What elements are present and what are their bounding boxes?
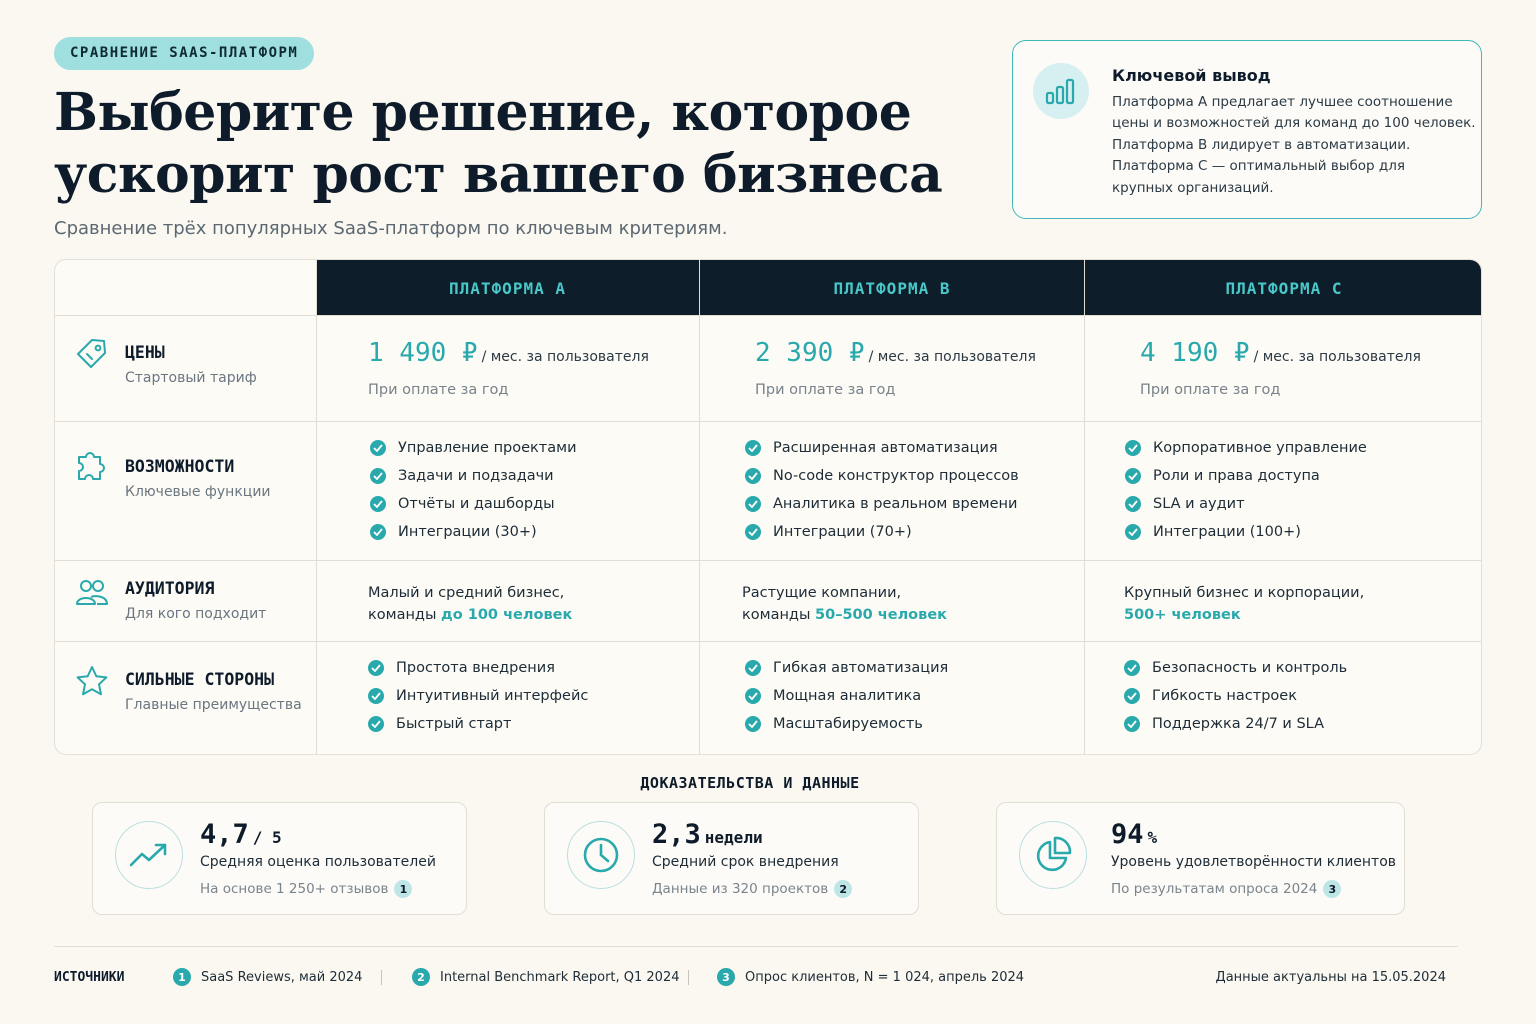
pie-chart-icon: [1019, 821, 1087, 889]
list-item: [745, 462, 1019, 490]
price-platform-b: [755, 338, 1036, 368]
list-item: [1124, 654, 1347, 682]
stat-label: Средний срок внедрения: [652, 854, 839, 870]
row-title: ЦЕНЫ: [125, 343, 165, 362]
list-item: [370, 490, 577, 518]
column-divider: [699, 260, 700, 754]
price-amount: 4 190 ₽: [1140, 338, 1250, 368]
row-label-price: [55, 316, 316, 421]
source-ref-badge: 2: [834, 880, 852, 898]
audience-text: Малый и средний бизнес,: [368, 585, 565, 601]
price-period: / мес. за пользователя: [868, 349, 1036, 365]
row-title: ВОЗМОЖНОСТИ: [125, 457, 235, 476]
title-line-1: Выберите решение, которое: [54, 82, 912, 143]
column-divider: [316, 260, 317, 754]
strengths-list-platform-b: [745, 654, 948, 738]
check-icon: [370, 468, 386, 484]
source-ref-badge: 1: [394, 880, 412, 898]
list-item: [745, 518, 1019, 546]
source-item: [717, 968, 1024, 986]
list-item: [745, 490, 1019, 518]
check-icon: [1124, 660, 1140, 676]
check-icon: [370, 524, 386, 540]
audience-highlight: 50–500 человек: [815, 607, 947, 623]
stat-value: [1111, 819, 1157, 850]
page-title: [54, 82, 954, 206]
sources-label: ИСТОЧНИКИ: [54, 970, 125, 985]
footer-divider: [54, 946, 1458, 947]
source-item: [173, 968, 362, 986]
feature-text: Интеграции (100+): [1153, 524, 1301, 540]
stat-note-text: На основе 1 250+ отзывов: [200, 881, 389, 897]
stat-card-implementation: [544, 802, 919, 915]
check-icon: [368, 688, 384, 704]
feature-text: Управление проектами: [398, 440, 577, 456]
stat-note-text: По результатам опроса 2024: [1111, 881, 1318, 897]
stat-note: [652, 880, 852, 898]
check-icon: [1124, 688, 1140, 704]
price-tag-icon: [73, 335, 111, 373]
key-insight-text: [1112, 92, 1476, 199]
strength-text: Интуитивный интерфейс: [396, 688, 589, 704]
column-header-platform-a: ПЛАТФОРМА A: [316, 260, 699, 316]
bar-chart-icon: [1033, 63, 1089, 119]
check-icon: [745, 440, 761, 456]
list-item: [1125, 462, 1367, 490]
key-insight-line: Платформа C — оптимальный выбор для: [1112, 158, 1406, 175]
feature-list-platform-b: [745, 434, 1019, 546]
key-insight-card: [1012, 40, 1482, 219]
check-icon: [745, 496, 761, 512]
price-note: При оплате за год: [1140, 382, 1281, 398]
price-note: При оплате за год: [368, 382, 509, 398]
stat-number: 4,7: [200, 819, 249, 850]
list-item: [368, 654, 588, 682]
stat-unit: недели: [704, 828, 763, 847]
key-insight-line: Платформа B лидирует в автоматизации.: [1112, 136, 1411, 153]
audience-text: команды: [368, 607, 442, 623]
list-item: [1124, 710, 1347, 738]
audience-text: Крупный бизнес и корпорации,: [1124, 585, 1365, 601]
feature-text: SLA и аудит: [1153, 496, 1245, 512]
list-item: [1125, 518, 1367, 546]
trend-up-icon: [115, 821, 183, 889]
source-number: 2: [412, 968, 430, 986]
strength-text: Простота внедрения: [396, 660, 555, 676]
list-item: [745, 710, 948, 738]
feature-text: Аналитика в реальном времени: [773, 496, 1018, 512]
list-item: [1125, 490, 1367, 518]
strengths-list-platform-a: [368, 654, 588, 738]
feature-text: Отчёты и дашборды: [398, 496, 555, 512]
feature-text: Задачи и подзадачи: [398, 468, 554, 484]
price-amount: 1 490 ₽: [368, 338, 478, 368]
check-icon: [1125, 440, 1141, 456]
source-separator: [381, 970, 382, 985]
check-icon: [1125, 468, 1141, 484]
audience-highlight: до 100 человек: [441, 607, 573, 623]
row-subtitle: Стартовый тариф: [125, 370, 257, 386]
key-insight-line: Платформа A предлагает лучшее соотношение: [1112, 94, 1453, 110]
list-item: [745, 682, 948, 710]
source-separator: [688, 970, 689, 985]
clock-icon: [567, 821, 635, 889]
check-icon: [745, 688, 761, 704]
page-subtitle: Сравнение трёх популярных SaaS-платформ по ключевым критериям.: [54, 218, 728, 239]
price-amount: 2 390 ₽: [755, 338, 865, 368]
audience-text: команды: [742, 607, 816, 623]
price-note: При оплате за год: [755, 382, 896, 398]
data-updated-date: Данные актуальны на 15.05.2024: [1215, 970, 1446, 985]
check-icon: [745, 660, 761, 676]
check-icon: [1125, 524, 1141, 540]
check-icon: [745, 524, 761, 540]
check-icon: [370, 440, 386, 456]
stat-note-text: Данные из 320 проектов: [652, 881, 829, 897]
audience-text: Растущие компании,: [742, 585, 902, 601]
source-item: [412, 968, 680, 986]
feature-text: Интеграции (70+): [773, 524, 912, 540]
row-subtitle: Ключевые функции: [125, 484, 271, 500]
row-title: СИЛЬНЫЕ СТОРОНЫ: [125, 670, 275, 689]
evidence-section-title: ДОКАЗАТЕЛЬСТВА И ДАННЫЕ: [640, 774, 860, 792]
key-insight-line: крупных организаций.: [1112, 179, 1274, 196]
comparison-table: [54, 259, 1482, 755]
check-icon: [745, 468, 761, 484]
feature-text: Интеграции (30+): [398, 524, 537, 540]
feature-list-platform-c: [1125, 434, 1367, 546]
source-text: Опрос клиентов, N = 1 024, апрель 2024: [745, 969, 1025, 985]
list-item: [745, 434, 1019, 462]
check-icon: [745, 716, 761, 732]
source-number: 3: [717, 968, 735, 986]
strengths-list-platform-c: [1124, 654, 1347, 738]
stat-number: 2,3: [652, 819, 701, 850]
strength-text: Мощная аналитика: [773, 688, 922, 704]
stat-card-rating: [92, 802, 467, 915]
feature-text: No-code конструктор процессов: [773, 468, 1019, 484]
stat-label: Средняя оценка пользователей: [200, 854, 436, 870]
users-icon: [73, 574, 111, 612]
column-header-platform-b: ПЛАТФОРМА B: [700, 260, 1084, 316]
source-text: Internal Benchmark Report, Q1 2024: [440, 969, 680, 985]
stat-card-satisfaction: [996, 802, 1405, 915]
list-item: [745, 654, 948, 682]
source-ref-badge: 3: [1323, 880, 1341, 898]
strength-text: Поддержка 24/7 и SLA: [1152, 716, 1325, 732]
strength-text: Безопасность и контроль: [1152, 660, 1348, 676]
column-divider: [1084, 260, 1085, 754]
stat-value: [652, 819, 763, 850]
row-subtitle: Главные преимущества: [125, 697, 302, 713]
feature-text: Расширенная автоматизация: [773, 440, 998, 456]
source-text: SaaS Reviews, май 2024: [201, 969, 363, 985]
key-insight-line: цены и возможностей для команд до 100 человек.: [1112, 115, 1476, 132]
puzzle-icon: [73, 447, 111, 485]
stat-note: [1111, 880, 1341, 898]
price-period: / мес. за пользователя: [481, 349, 649, 365]
stat-unit: %: [1147, 828, 1158, 847]
check-icon: [368, 660, 384, 676]
source-number: 1: [173, 968, 191, 986]
price-platform-c: [1140, 338, 1421, 368]
row-label-strengths: [55, 642, 316, 755]
stat-number: 94: [1111, 819, 1144, 850]
list-item: [370, 434, 577, 462]
row-label-features: [55, 422, 316, 560]
star-icon: [73, 663, 111, 701]
check-icon: [368, 716, 384, 732]
check-icon: [1124, 716, 1140, 732]
check-icon: [1125, 496, 1141, 512]
stat-label: Уровень удовлетворённости клиентов: [1111, 854, 1397, 870]
stat-value: [200, 819, 282, 850]
list-item: [368, 682, 588, 710]
audience-platform-a: [368, 582, 572, 626]
title-line-2: ускорит рост вашего бизнеса: [54, 144, 943, 205]
list-item: [368, 710, 588, 738]
stat-unit: / 5: [252, 828, 282, 847]
price-period: / мес. за пользователя: [1253, 349, 1421, 365]
row-subtitle: Для кого подходит: [125, 606, 267, 622]
audience-platform-b: [742, 582, 947, 626]
strength-text: Гибкость настроек: [1152, 688, 1297, 704]
strength-text: Быстрый старт: [396, 716, 512, 732]
audience-platform-c: [1124, 582, 1364, 626]
row-title: АУДИТОРИЯ: [125, 579, 215, 598]
feature-text: Корпоративное управление: [1153, 440, 1367, 456]
price-platform-a: [368, 338, 649, 368]
stat-note: [200, 880, 412, 898]
list-item: [1125, 434, 1367, 462]
list-item: [370, 462, 577, 490]
check-icon: [370, 496, 386, 512]
category-badge: СРАВНЕНИЕ SAAS-ПЛАТФОРМ: [54, 37, 314, 70]
strength-text: Гибкая автоматизация: [773, 660, 949, 676]
feature-list-platform-a: [370, 434, 577, 546]
row-label-audience: [55, 561, 316, 641]
audience-highlight: 500+ человек: [1124, 607, 1241, 623]
column-header-platform-c: ПЛАТФОРМА C: [1085, 260, 1482, 316]
list-item: [370, 518, 577, 546]
list-item: [1124, 682, 1347, 710]
strength-text: Масштабируемость: [773, 716, 923, 732]
key-insight-title: Ключевой вывод: [1112, 66, 1271, 85]
feature-text: Роли и права доступа: [1153, 468, 1320, 484]
